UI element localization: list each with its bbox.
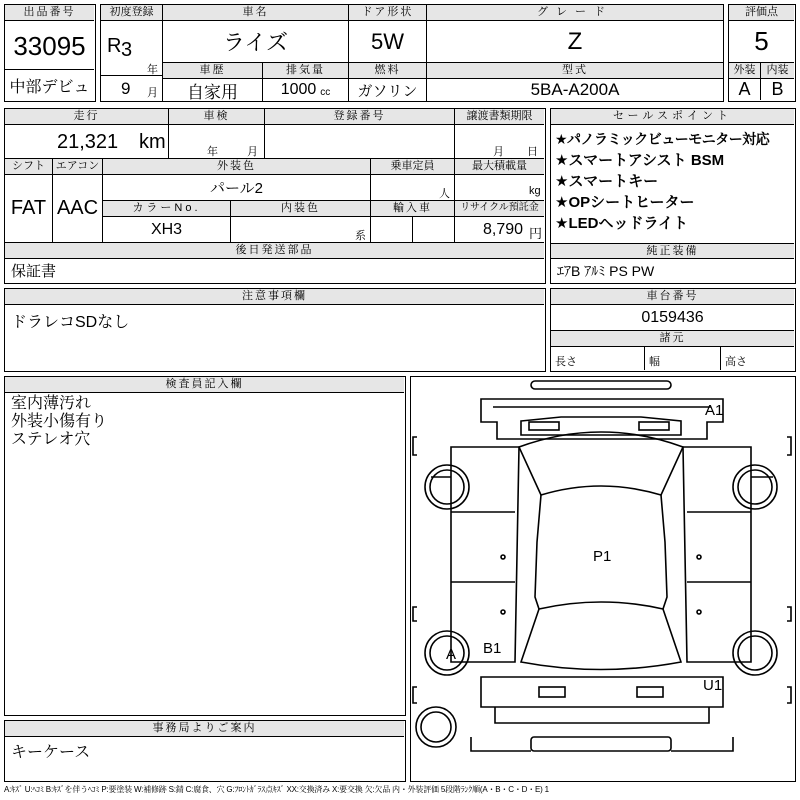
color-no-label: カラーNo.	[103, 201, 231, 217]
color-label: 外装色	[103, 159, 371, 175]
history-label: 車歴	[163, 63, 263, 79]
interior-color-cell	[231, 217, 371, 243]
ac-label: エアコン	[53, 159, 103, 175]
transfer-cell	[455, 125, 544, 159]
score-box	[728, 4, 796, 102]
notes-value: ドラレコSDなし	[11, 314, 130, 331]
later: 保証書	[11, 263, 57, 280]
recycle: 8,790	[483, 221, 524, 238]
inspection-month-unit: 月	[247, 146, 258, 158]
month-num: 9	[121, 79, 131, 98]
inspector-label: 検査員記入欄	[5, 377, 404, 393]
grade-label: グレード	[427, 5, 723, 21]
notes-box	[4, 288, 546, 372]
score-label: 評価点	[729, 5, 794, 21]
specs-height-cell	[721, 347, 794, 370]
chassis-label: 車台番号	[551, 289, 794, 305]
capacity-cell	[371, 175, 455, 201]
transfer-day-unit: 日	[527, 146, 538, 158]
later-label: 後日発送部品	[5, 243, 544, 259]
score: 5	[729, 21, 794, 63]
import-cell	[371, 217, 413, 243]
year-unit: 年	[147, 64, 158, 76]
car-diagram	[411, 377, 794, 780]
capacity-label: 乗車定員	[371, 159, 455, 175]
ext-grade: A	[729, 79, 761, 100]
office-label: 事務局よりご案内	[5, 721, 404, 737]
specs-length: 長さ	[555, 356, 577, 368]
sales-point: ★パノラミックビューモニター対応	[555, 131, 770, 147]
first-reg-month-cell	[101, 76, 163, 101]
inspection-year-unit: 年	[207, 146, 218, 158]
notes-label: 注意事項欄	[5, 289, 544, 305]
load-unit: kg	[529, 185, 541, 197]
mark-p1: P1	[593, 548, 612, 565]
lot-box	[4, 4, 96, 102]
era: R	[107, 35, 122, 57]
reg-cell	[265, 125, 455, 159]
recycle-cell	[455, 217, 544, 243]
inspection-label: 車検	[169, 109, 265, 125]
sales-list	[551, 129, 794, 234]
specs-label: 諸元	[551, 331, 794, 347]
capacity-unit: 人	[439, 188, 450, 200]
fuel: ガソリン	[349, 79, 427, 101]
model-label: 型式	[427, 63, 723, 79]
ac: AAC	[53, 175, 103, 243]
door: 5W	[349, 21, 427, 63]
mark-b1: B1	[483, 640, 502, 657]
specs-width: 幅	[649, 356, 660, 368]
inspector-line: 室内薄汚れ	[11, 395, 92, 412]
equipment-label: 純正装備	[551, 243, 794, 259]
displacement-label: 排気量	[263, 63, 349, 79]
legend-footer: A:ｷｽﾞ U:ﾍｺﾐ B:ｷｽﾞを伴うﾍｺﾐ P:要塗装 W:補修跡 S:錆 C:腐食、穴 G:ﾌﾛﾝﾄｶﾞﾗｽ点ｷｽﾞ XX:交換済み X:要交換 欠:欠品 内・外装評価 5段階ﾗﾝｸ順(A・B・C・D・E) 1	[4, 785, 549, 794]
import-cell-2	[413, 217, 455, 243]
venue: 中部デビュ	[5, 69, 94, 100]
first-reg-year-cell	[101, 21, 163, 76]
first-reg-label: 初度登録	[101, 5, 163, 21]
specs-length-cell	[551, 347, 645, 370]
interior-color-label: 内装色	[231, 201, 371, 217]
grade: Z	[427, 21, 723, 63]
fuel-label: 燃料	[349, 63, 427, 79]
lot-label: 出品番号	[5, 5, 94, 21]
sales-point: ★スマートアシスト BSM	[555, 152, 725, 169]
month-unit: 月	[147, 87, 158, 99]
sales-point: ★OPシートヒーター	[555, 194, 695, 211]
shift: FAT	[5, 175, 53, 243]
interior-unit: 系	[355, 230, 366, 242]
recycle-unit: 円	[529, 226, 543, 241]
specs-width-cell	[645, 347, 721, 370]
history: 自家用	[163, 79, 263, 101]
shift-label: シフト	[5, 159, 53, 175]
int-label: 内装	[761, 63, 794, 79]
mileage: 21,321	[57, 131, 119, 153]
int-grade: B	[771, 79, 784, 99]
specs-height: 高さ	[725, 356, 747, 368]
recycle-label: リサイクル預託金	[455, 201, 544, 217]
mileage-label: 走行	[5, 109, 169, 125]
ext-label: 外装	[729, 63, 761, 79]
inspector-box	[4, 376, 406, 716]
sales-point: ★LEDヘッドライト	[555, 215, 688, 232]
displacement-cell	[263, 79, 349, 101]
inspector-notes	[11, 395, 107, 449]
mark-u1: U1	[703, 677, 723, 694]
car-name: ライズ	[163, 21, 349, 63]
load-label: 最大積載量	[455, 159, 544, 175]
sales-box	[550, 108, 796, 284]
mark-a1: A1	[705, 402, 724, 419]
mark-a: A	[446, 646, 457, 663]
equipment: ｴｱB ｱﾙﾐ PS PW	[557, 262, 655, 279]
transfer-label: 譲渡書類期限	[455, 109, 544, 125]
color: パール2	[103, 175, 371, 201]
car-diagram-box	[410, 376, 796, 782]
office-value: キーケース	[11, 744, 91, 761]
inspection-cell	[169, 125, 265, 159]
sales-label: セールスポイント	[551, 109, 794, 125]
office-box	[4, 720, 406, 782]
displacement: 1000	[280, 81, 317, 98]
details-box	[4, 108, 546, 284]
car-name-label: 車名	[163, 5, 349, 21]
inspector-line: 外装小傷有り	[11, 413, 108, 430]
header-box	[100, 4, 724, 102]
mileage-cell	[5, 125, 169, 159]
chassis-number: 0159436	[551, 305, 794, 331]
reg-label: 登録番号	[265, 109, 455, 125]
mileage-unit: km	[139, 131, 166, 153]
lot-number: 33095	[13, 30, 86, 61]
color-no: XH3	[103, 217, 231, 243]
model: 5BA-A200A	[530, 80, 620, 99]
year-num: 3	[121, 39, 133, 61]
chassis-box	[550, 288, 796, 372]
load-cell	[455, 175, 544, 201]
inspector-line: ステレオ穴	[11, 431, 91, 448]
sales-point: ★スマートキー	[555, 173, 659, 190]
transfer-month-unit: 月	[493, 146, 504, 158]
door-label: ドア形状	[349, 5, 427, 21]
import-label: 輸入車	[371, 201, 455, 217]
displacement-unit: cc	[320, 86, 331, 98]
